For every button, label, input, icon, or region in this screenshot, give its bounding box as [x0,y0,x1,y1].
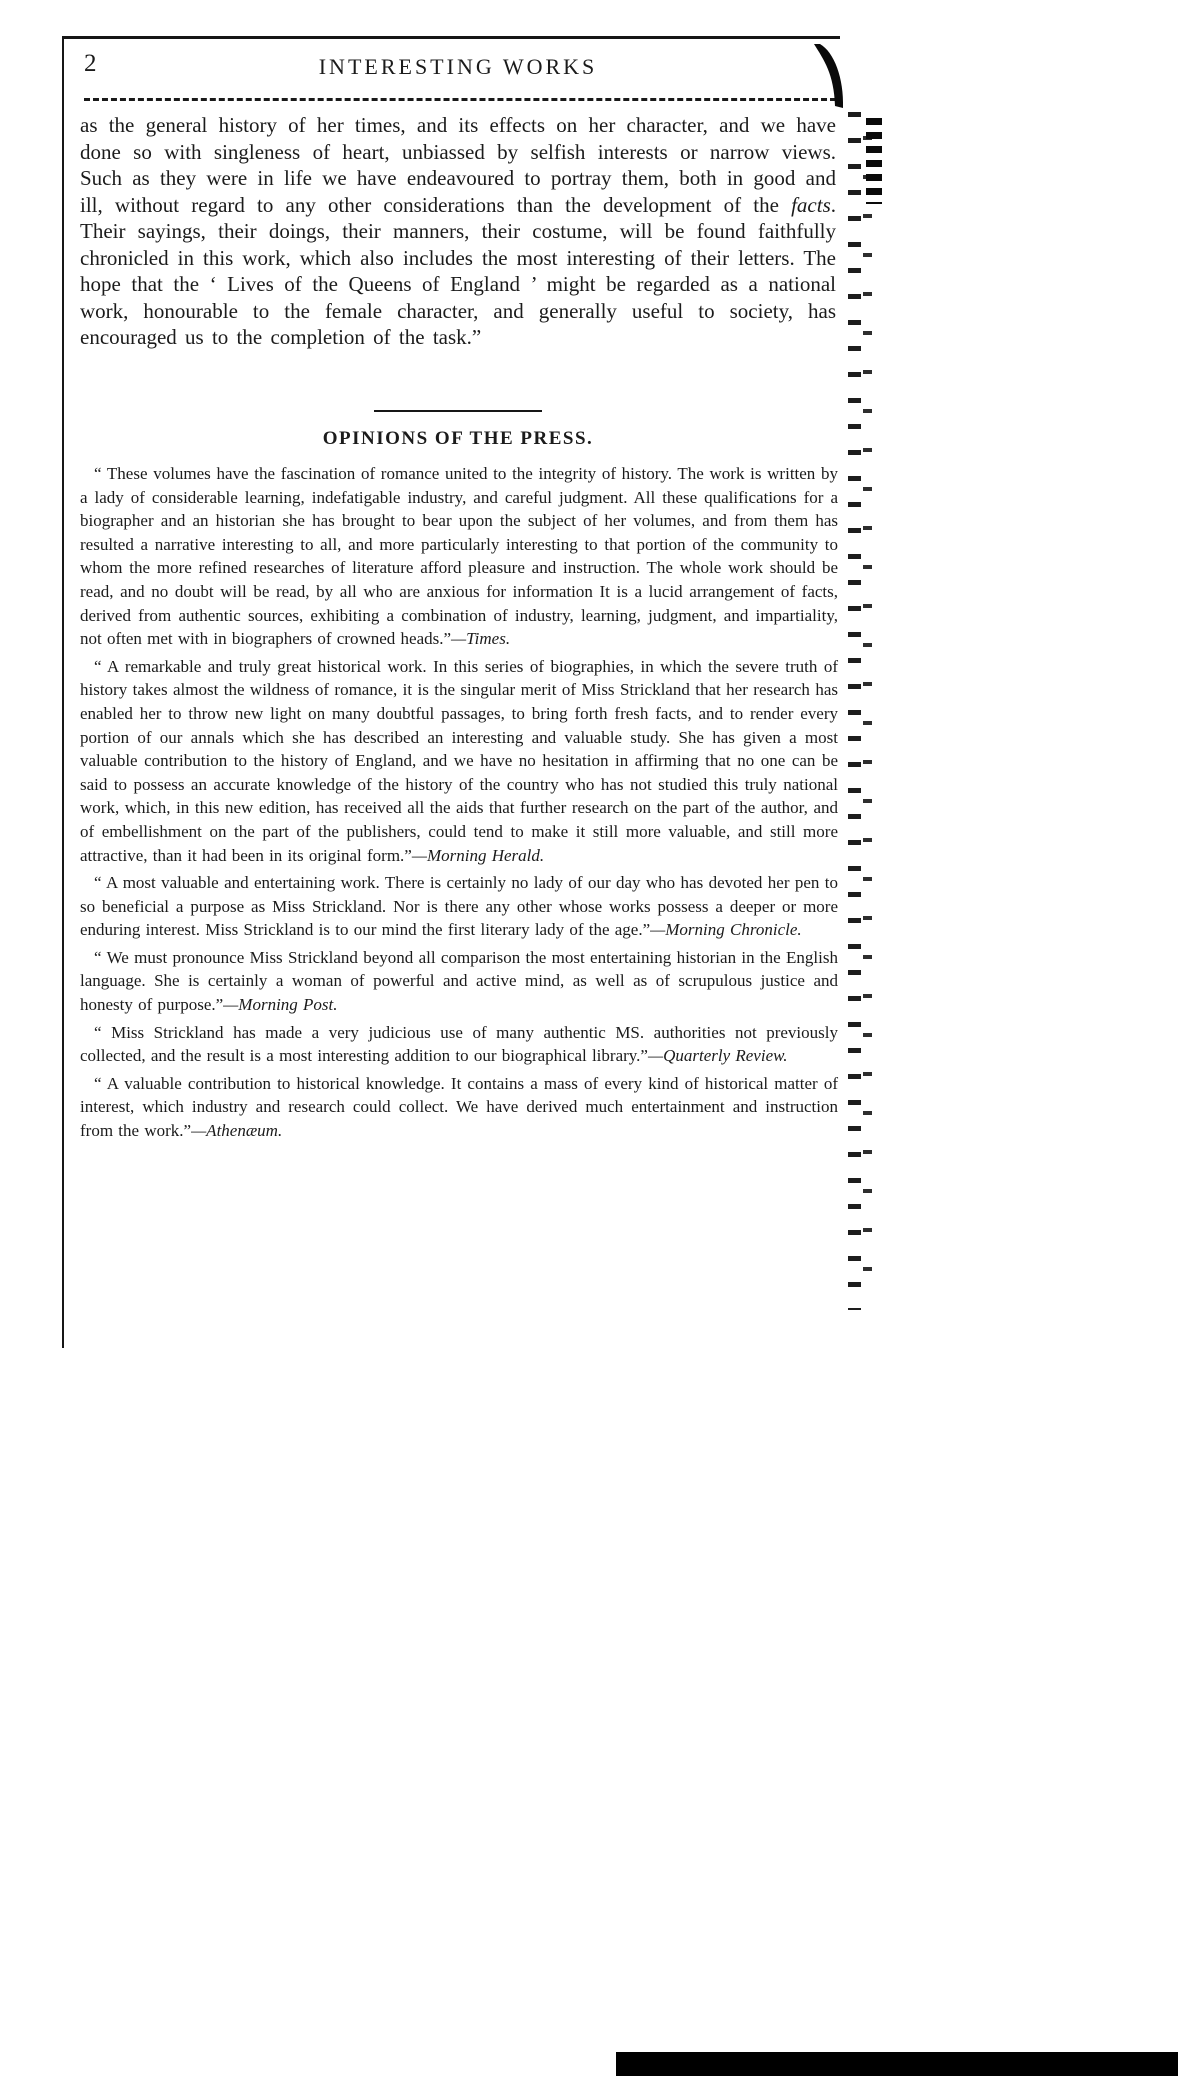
intro-italic-word: facts [791,192,831,217]
review-times [80,462,838,651]
review-morning-post [80,946,838,1017]
review-quote: “ These volumes have the fascination of romance united to the integrity of history. The work is written by a lady of considerable learning, indefatigable industry, and careful judgment. All these qualifications for a biographer and an historian she has brought to bear upon the subject of her volumes, and from them has resulted a narrative interesting to all, and more particularly interesting to that portion of the community to whom the more refined researches of literature afford pleasure and instruction. The whole work should be read, and no doubt will be read, by all who are anxious for information It is a lucid arrangement of facts, derived from authentic sources, exhibiting a combination of industry, learning, judgment, and impartiality, not often met with in biographers of crowned heads.” [80,464,838,649]
review-morning-herald [80,655,838,867]
page-number: 2 [84,50,98,77]
review-athenaeum [80,1072,838,1143]
edge-artifacts-2 [863,124,872,1304]
review-source: —Quarterly Review. [647,1046,788,1066]
section-rule [374,410,542,412]
review-quote: “ Miss Strickland has made a very judicious use of many authentic MS. authorities not previously collected, and the result is a most interesting addition to our biographical library.” [80,1022,838,1066]
page-border-top [62,36,840,39]
review-quote: “ A most valuable and entertaining work. There is certainly no lady of our day who has devoted her pen to so beneficial a purpose as Miss Strickland. Nor is there any other whose works possess a deeper or more enduring interest. Miss Strickland is to our mind the first literary lady of the age.” [80,873,838,940]
intro-text-2: . Their sayings, their doings, their manners, their costume, will be found faithfully chronicled in this work, which also includes the most interesting of their letters. The hope that the ‘ Lives of the Queens of England ’ might be regarded as a national work, honourable to the female character, and generally useful to society, has encouraged us to the completion of the task.” [80,192,836,349]
page-curl-artifact [808,44,848,114]
review-source: —Morning Post. [223,995,338,1015]
edge-artifacts [848,112,861,1310]
review-source: —Times. [451,629,511,649]
review-quote: “ A remarkable and truly great historical work. In this series of biographies, in which the severe truth of history takes almost the wildness of romance, it is the singular merit of Miss Strickland that her research has enabled her to throw new light on many doubtful passages, to bring forth fresh facts, and to render every portion of our annals which she has described an interesting and valuable study. She has given a most valuable contribution to the history of England, and we have no hesitation in affirming that no one can be said to possess an accurate knowledge of the history of the country who has not studied this truly national work, which, in this new edition, has received all the aids that further research on the part of the author, and of embellishment on the part of the publishers, could tend to make it still more valuable, and still more attractive, than it had been in its original form.” [80,656,838,865]
page-border-left [62,36,64,1348]
review-morning-chronicle [80,871,838,942]
intro-text-1: as the general history of her times, and its effects on her character, and we have done so with singleness of heart, unbiassed by selfish interests or narrow views. Such as they were in life we have endeavoured to portray them, both in good and ill, without regard to any other considerations than the development of the [80,113,836,217]
intro-paragraph [80,112,836,351]
reviews-block [80,462,838,1147]
header-title: INTERESTING WORKS [318,54,598,79]
review-quote: “ We must pronounce Miss Strickland beyond all comparison the most entertaining historian in the English language. She is certainly a woman of powerful and active mind, as well as of scrupulous justice and honesty of purpose.” [80,947,838,1015]
review-source: —Athenæum. [191,1121,283,1141]
review-source: —Morning Chronicle. [650,920,802,940]
review-quarterly-review [80,1021,838,1068]
review-quote: “ A valuable contribution to historical knowledge. It contains a mass of every kind of historical matter of interest, which industry and research could collect. We have derived much entertainment and instruction from the work.” [80,1073,838,1141]
header-rule [84,98,836,101]
opinions-heading: OPINIONS OF THE PRESS. [322,428,594,449]
edge-artifacts-3 [866,118,882,204]
bottom-scan-bar [616,2052,1178,2076]
review-source: —Morning Herald. [411,845,545,865]
